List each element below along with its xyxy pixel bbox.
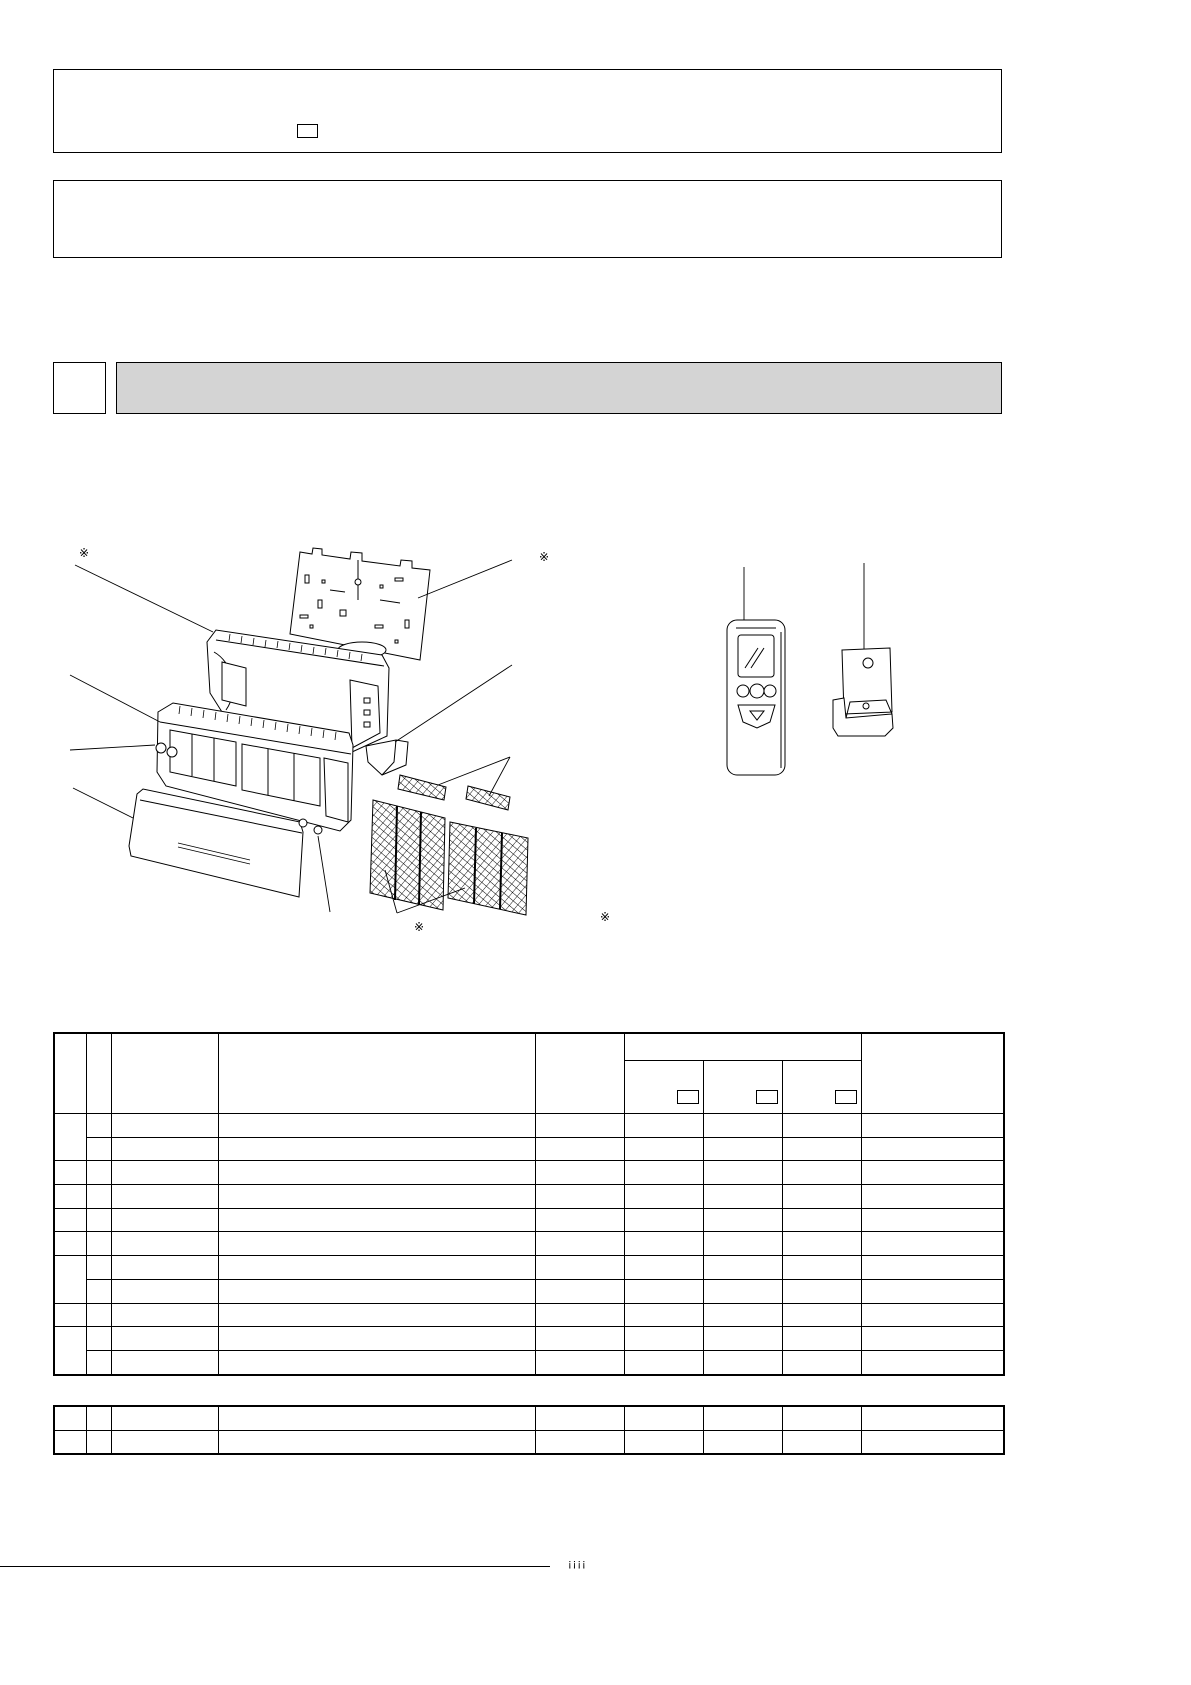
cell bbox=[782, 1185, 861, 1209]
header-model-1 bbox=[624, 1061, 703, 1114]
cell bbox=[861, 1350, 1004, 1374]
cell bbox=[624, 1279, 703, 1303]
accessory-parts-table bbox=[53, 1405, 1005, 1455]
air-filters bbox=[370, 800, 528, 915]
cell bbox=[861, 1303, 1004, 1327]
cell-no bbox=[54, 1256, 86, 1303]
cell bbox=[624, 1208, 703, 1232]
cell bbox=[111, 1430, 218, 1454]
installation-plate bbox=[290, 548, 430, 660]
leader-screw bbox=[70, 745, 155, 750]
cell bbox=[861, 1430, 1004, 1454]
table-row bbox=[54, 1430, 1004, 1454]
cell bbox=[218, 1114, 535, 1138]
section-number-box bbox=[53, 362, 106, 414]
cell bbox=[782, 1406, 861, 1430]
cell bbox=[782, 1161, 861, 1185]
cell bbox=[535, 1303, 624, 1327]
header-remarks bbox=[861, 1033, 1004, 1114]
table-row bbox=[54, 1327, 1004, 1351]
cell bbox=[535, 1406, 624, 1430]
cell bbox=[703, 1430, 782, 1454]
air-cleaning-filters bbox=[398, 775, 510, 810]
cell-no bbox=[54, 1114, 86, 1161]
cell bbox=[624, 1303, 703, 1327]
note-mark-air-filters: ※ bbox=[414, 920, 425, 934]
cell bbox=[624, 1430, 703, 1454]
section-title-bar bbox=[116, 362, 1002, 414]
model-marker-box bbox=[677, 1090, 699, 1104]
cell bbox=[703, 1137, 782, 1161]
table-row bbox=[54, 1137, 1004, 1161]
cell bbox=[624, 1161, 703, 1185]
header-no bbox=[54, 1033, 86, 1114]
header-sub-no bbox=[86, 1033, 111, 1114]
cell bbox=[535, 1137, 624, 1161]
side-bracket bbox=[366, 740, 408, 775]
cell bbox=[703, 1232, 782, 1256]
cell bbox=[861, 1327, 1004, 1351]
cell bbox=[111, 1303, 218, 1327]
cell-no bbox=[54, 1303, 86, 1327]
remote-controller bbox=[727, 620, 785, 775]
cell bbox=[782, 1114, 861, 1138]
cell bbox=[535, 1114, 624, 1138]
cell bbox=[111, 1137, 218, 1161]
cell bbox=[624, 1185, 703, 1209]
cell bbox=[624, 1114, 703, 1138]
table-row bbox=[54, 1232, 1004, 1256]
cell bbox=[624, 1350, 703, 1374]
cell bbox=[703, 1161, 782, 1185]
cell bbox=[218, 1279, 535, 1303]
notice-box-second bbox=[53, 180, 1002, 258]
cell bbox=[111, 1256, 218, 1280]
model-marker-box bbox=[835, 1090, 857, 1104]
cell bbox=[86, 1208, 111, 1232]
cell bbox=[703, 1303, 782, 1327]
cell bbox=[861, 1279, 1004, 1303]
cell bbox=[86, 1327, 111, 1351]
cell bbox=[782, 1256, 861, 1280]
header-part-name bbox=[218, 1033, 535, 1114]
cell bbox=[703, 1208, 782, 1232]
note-mark-box-frame: ※ bbox=[79, 546, 90, 560]
cell bbox=[218, 1161, 535, 1185]
cell bbox=[624, 1137, 703, 1161]
note-mark-remote: ※ bbox=[600, 910, 611, 924]
table-row bbox=[54, 1279, 1004, 1303]
cell bbox=[535, 1208, 624, 1232]
cell bbox=[218, 1137, 535, 1161]
cell bbox=[86, 1279, 111, 1303]
cell bbox=[861, 1161, 1004, 1185]
cell bbox=[86, 1350, 111, 1374]
cell bbox=[535, 1185, 624, 1209]
header-part-number bbox=[111, 1033, 218, 1114]
cell bbox=[111, 1161, 218, 1185]
cell bbox=[218, 1303, 535, 1327]
cell bbox=[782, 1327, 861, 1351]
cell bbox=[218, 1185, 535, 1209]
cell bbox=[861, 1114, 1004, 1138]
cell bbox=[218, 1406, 535, 1430]
table-row bbox=[54, 1350, 1004, 1374]
cell bbox=[535, 1279, 624, 1303]
cell bbox=[703, 1114, 782, 1138]
remote-controller-holder bbox=[833, 648, 893, 736]
cell bbox=[86, 1430, 111, 1454]
cell bbox=[861, 1256, 1004, 1280]
table-row bbox=[54, 1406, 1004, 1430]
leader-cleaning-filter-left bbox=[438, 757, 510, 785]
cell bbox=[861, 1406, 1004, 1430]
cell-no bbox=[54, 1406, 86, 1430]
cell bbox=[218, 1350, 535, 1374]
header-model-2 bbox=[703, 1061, 782, 1114]
leader-box-frame bbox=[75, 565, 213, 632]
cell bbox=[782, 1208, 861, 1232]
table-row bbox=[54, 1256, 1004, 1280]
cell bbox=[782, 1430, 861, 1454]
cell bbox=[535, 1327, 624, 1351]
cell bbox=[86, 1185, 111, 1209]
cell bbox=[111, 1208, 218, 1232]
cell bbox=[86, 1406, 111, 1430]
header-symbol bbox=[535, 1033, 624, 1114]
cell-no bbox=[54, 1232, 86, 1256]
cell-no bbox=[54, 1208, 86, 1232]
cell bbox=[782, 1232, 861, 1256]
notice-model-marker bbox=[297, 124, 318, 138]
cell bbox=[111, 1350, 218, 1374]
cell bbox=[111, 1279, 218, 1303]
leader-front-panel bbox=[70, 675, 160, 722]
cell bbox=[86, 1303, 111, 1327]
cell bbox=[861, 1232, 1004, 1256]
cell bbox=[861, 1208, 1004, 1232]
cell-no bbox=[54, 1430, 86, 1454]
cell bbox=[111, 1406, 218, 1430]
cell bbox=[535, 1350, 624, 1374]
cell bbox=[535, 1232, 624, 1256]
cell bbox=[111, 1185, 218, 1209]
cell bbox=[218, 1232, 535, 1256]
leader-cleaning-filter-right bbox=[489, 757, 510, 796]
cell bbox=[782, 1303, 861, 1327]
footer-rule bbox=[0, 1566, 550, 1567]
cell bbox=[218, 1430, 535, 1454]
cell bbox=[86, 1137, 111, 1161]
cell bbox=[111, 1327, 218, 1351]
leader-front-cover bbox=[73, 788, 133, 818]
cell bbox=[86, 1161, 111, 1185]
header-model-3 bbox=[782, 1061, 861, 1114]
table-row bbox=[54, 1303, 1004, 1327]
cell bbox=[218, 1208, 535, 1232]
cell bbox=[86, 1114, 111, 1138]
parts-table bbox=[53, 1032, 1005, 1376]
cell bbox=[703, 1256, 782, 1280]
table-row bbox=[54, 1208, 1004, 1232]
exploded-view-diagram bbox=[0, 530, 1191, 950]
cell bbox=[624, 1232, 703, 1256]
cell bbox=[861, 1185, 1004, 1209]
header-qty-per-unit bbox=[624, 1033, 861, 1061]
cell bbox=[111, 1114, 218, 1138]
cell bbox=[703, 1279, 782, 1303]
note-mark-installation-plate: ※ bbox=[539, 550, 550, 564]
leader-side-bracket bbox=[395, 665, 512, 742]
table-row bbox=[54, 1161, 1004, 1185]
cell bbox=[782, 1279, 861, 1303]
cell bbox=[703, 1185, 782, 1209]
cell bbox=[782, 1350, 861, 1374]
cell bbox=[535, 1256, 624, 1280]
cell bbox=[624, 1256, 703, 1280]
cell bbox=[86, 1232, 111, 1256]
cell bbox=[861, 1137, 1004, 1161]
table-row bbox=[54, 1185, 1004, 1209]
cell bbox=[86, 1256, 111, 1280]
notice-box-top bbox=[53, 69, 1002, 153]
cell bbox=[535, 1430, 624, 1454]
cell-no bbox=[54, 1327, 86, 1375]
cell bbox=[218, 1256, 535, 1280]
cell bbox=[535, 1161, 624, 1185]
cell bbox=[703, 1350, 782, 1374]
table-row bbox=[54, 1114, 1004, 1138]
cell bbox=[782, 1137, 861, 1161]
cell bbox=[624, 1327, 703, 1351]
model-marker-box bbox=[756, 1090, 778, 1104]
cell-no bbox=[54, 1161, 86, 1185]
cell bbox=[111, 1232, 218, 1256]
cell bbox=[703, 1406, 782, 1430]
cell bbox=[703, 1327, 782, 1351]
leader-installation-plate bbox=[418, 560, 512, 598]
leader-screw-right bbox=[318, 836, 330, 912]
footer-text: ¡¡¡¡ bbox=[568, 1558, 587, 1570]
cell bbox=[218, 1327, 535, 1351]
cell-no bbox=[54, 1185, 86, 1209]
cell bbox=[624, 1406, 703, 1430]
